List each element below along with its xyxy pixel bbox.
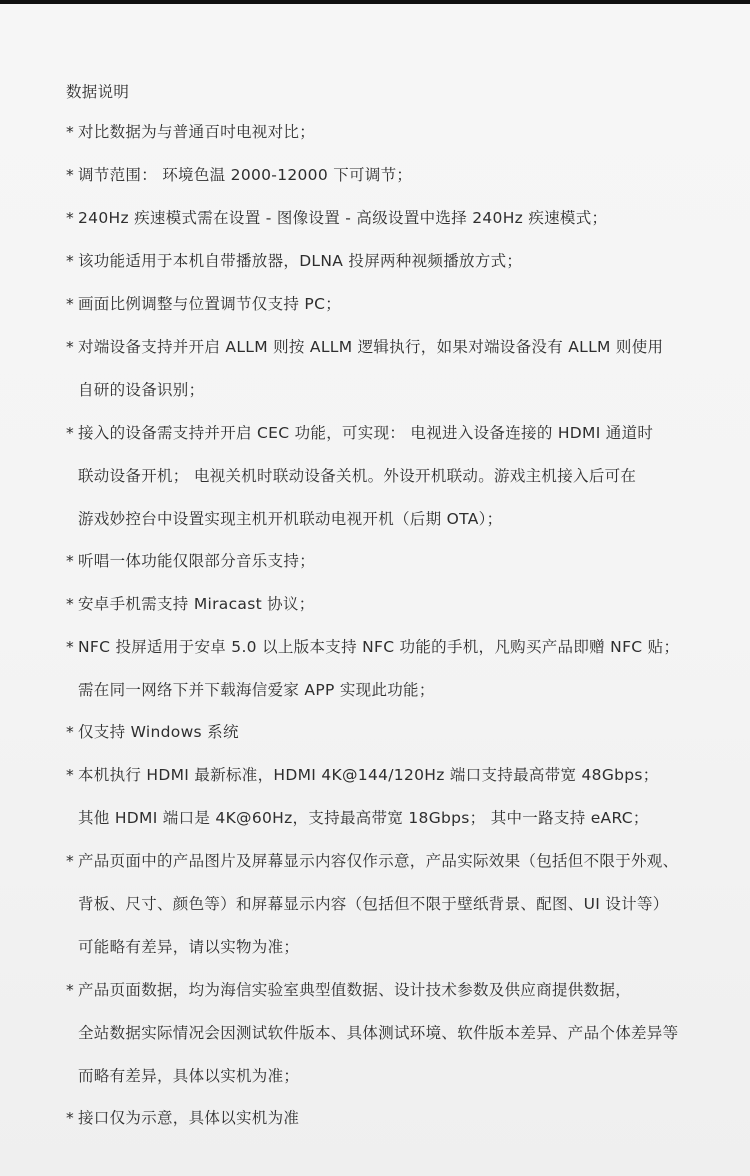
bullet-star: * bbox=[66, 552, 75, 570]
note-text: 本机执行 HDMI 最新标准，HDMI 4K@144/120Hz 端口支持最高带宽 48Gbps； bbox=[78, 766, 659, 784]
note-text: 产品页面中的产品图片及屏幕显示内容仅作示意，产品实际效果（包括但不限于外观、 bbox=[78, 852, 679, 870]
note-continuation bbox=[78, 508, 502, 530]
note-text: 安卓手机需支持 Miracast 协议； bbox=[78, 595, 315, 613]
note-text: NFC 投屏适用于安卓 5.0 以上版本支持 NFC 功能的手机，凡购买产品即赠 NFC 贴； bbox=[78, 638, 680, 656]
note-text: 接入的设备需支持并开启 CEC 功能，可实现： 电视进入设备连接的 HDMI 通道时 bbox=[78, 424, 654, 442]
page-title: 数据说明 bbox=[66, 83, 130, 101]
note-text: 接口仅为示意，具体以实机为准 bbox=[78, 1109, 300, 1127]
bullet-star: * bbox=[66, 723, 75, 741]
note-continuation bbox=[78, 465, 636, 487]
note-text: 调节范围： 环境色温 2000-12000 下可调节； bbox=[78, 166, 413, 184]
note-text: 而略有差异，具体以实机为准； bbox=[78, 1067, 300, 1085]
note-item bbox=[66, 207, 607, 229]
bullet-star: * bbox=[66, 424, 75, 442]
note-text: 游戏妙控台中设置实现主机开机联动电视开机（后期 OTA）； bbox=[78, 510, 503, 528]
note-text: 240Hz 疾速模式需在设置 - 图像设置 - 高级设置中选择 240Hz 疾速模式； bbox=[78, 209, 608, 227]
note-text: 需在同一网络下并下载海信爱家 APP 实现此功能； bbox=[78, 681, 435, 699]
bullet-star: * bbox=[66, 766, 75, 784]
note-text: 全站数据实际情况会因测试软件版本、具体测试环境、软件版本差异、产品个体差异等 bbox=[78, 1024, 679, 1042]
note-item bbox=[66, 121, 315, 143]
note-continuation bbox=[78, 379, 204, 401]
note-item bbox=[66, 1107, 299, 1129]
note-text: 可能略有差异，请以实物为准； bbox=[78, 938, 300, 956]
note-continuation bbox=[78, 1065, 299, 1087]
note-text: 对比数据为与普通百吋电视对比； bbox=[78, 123, 316, 141]
bullet-star: * bbox=[66, 166, 75, 184]
note-text: 背板、尺寸、颜色等）和屏幕显示内容（包括但不限于壁纸背景、配图、UI 设计等） bbox=[78, 895, 669, 913]
note-item bbox=[66, 336, 663, 358]
note-text: 其他 HDMI 端口是 4K@60Hz，支持最高带宽 18Gbps； 其中一路支持 eARC； bbox=[78, 809, 649, 827]
note-continuation bbox=[78, 679, 435, 701]
bullet-star: * bbox=[66, 123, 75, 141]
bullet-star: * bbox=[66, 338, 75, 356]
bullet-star: * bbox=[66, 852, 75, 870]
note-item bbox=[66, 422, 653, 444]
bullet-star: * bbox=[66, 981, 75, 999]
note-text: 自研的设备识别； bbox=[78, 381, 205, 399]
note-text: 仅支持 Windows 系统 bbox=[78, 723, 239, 741]
note-item bbox=[66, 721, 239, 743]
bullet-star: * bbox=[66, 595, 75, 613]
note-item bbox=[66, 293, 341, 315]
bullet-star: * bbox=[66, 295, 75, 313]
note-item bbox=[66, 636, 679, 658]
note-text: 该功能适用于本机自带播放器，DLNA 投屏两种视频播放方式； bbox=[78, 252, 523, 270]
note-text: 画面比例调整与位置调节仅支持 PC； bbox=[78, 295, 341, 313]
note-item bbox=[66, 850, 678, 872]
bullet-star: * bbox=[66, 252, 75, 270]
bullet-star: * bbox=[66, 1109, 75, 1127]
note-continuation bbox=[78, 1022, 678, 1044]
note-item bbox=[66, 593, 315, 615]
note-item bbox=[66, 550, 315, 572]
note-text: 听唱一体功能仅限部分音乐支持； bbox=[78, 552, 316, 570]
note-item bbox=[66, 164, 412, 186]
note-item bbox=[66, 764, 659, 786]
data-notes-panel bbox=[0, 4, 750, 1176]
note-item bbox=[66, 979, 631, 1001]
note-continuation bbox=[78, 807, 649, 829]
note-item bbox=[66, 250, 522, 272]
bullet-star: * bbox=[66, 209, 75, 227]
bullet-star: * bbox=[66, 638, 75, 656]
note-continuation bbox=[78, 893, 669, 915]
note-text: 对端设备支持并开启 ALLM 则按 ALLM 逻辑执行，如果对端设备没有 ALLM 则使用 bbox=[78, 338, 664, 356]
note-text: 联动设备开机； 电视关机时联动设备关机。外设开机联动。游戏主机接入后可在 bbox=[78, 467, 637, 485]
note-text: 产品页面数据，均为海信实验室典型值数据、设计技术参数及供应商提供数据， bbox=[78, 981, 632, 999]
note-continuation bbox=[78, 936, 299, 958]
